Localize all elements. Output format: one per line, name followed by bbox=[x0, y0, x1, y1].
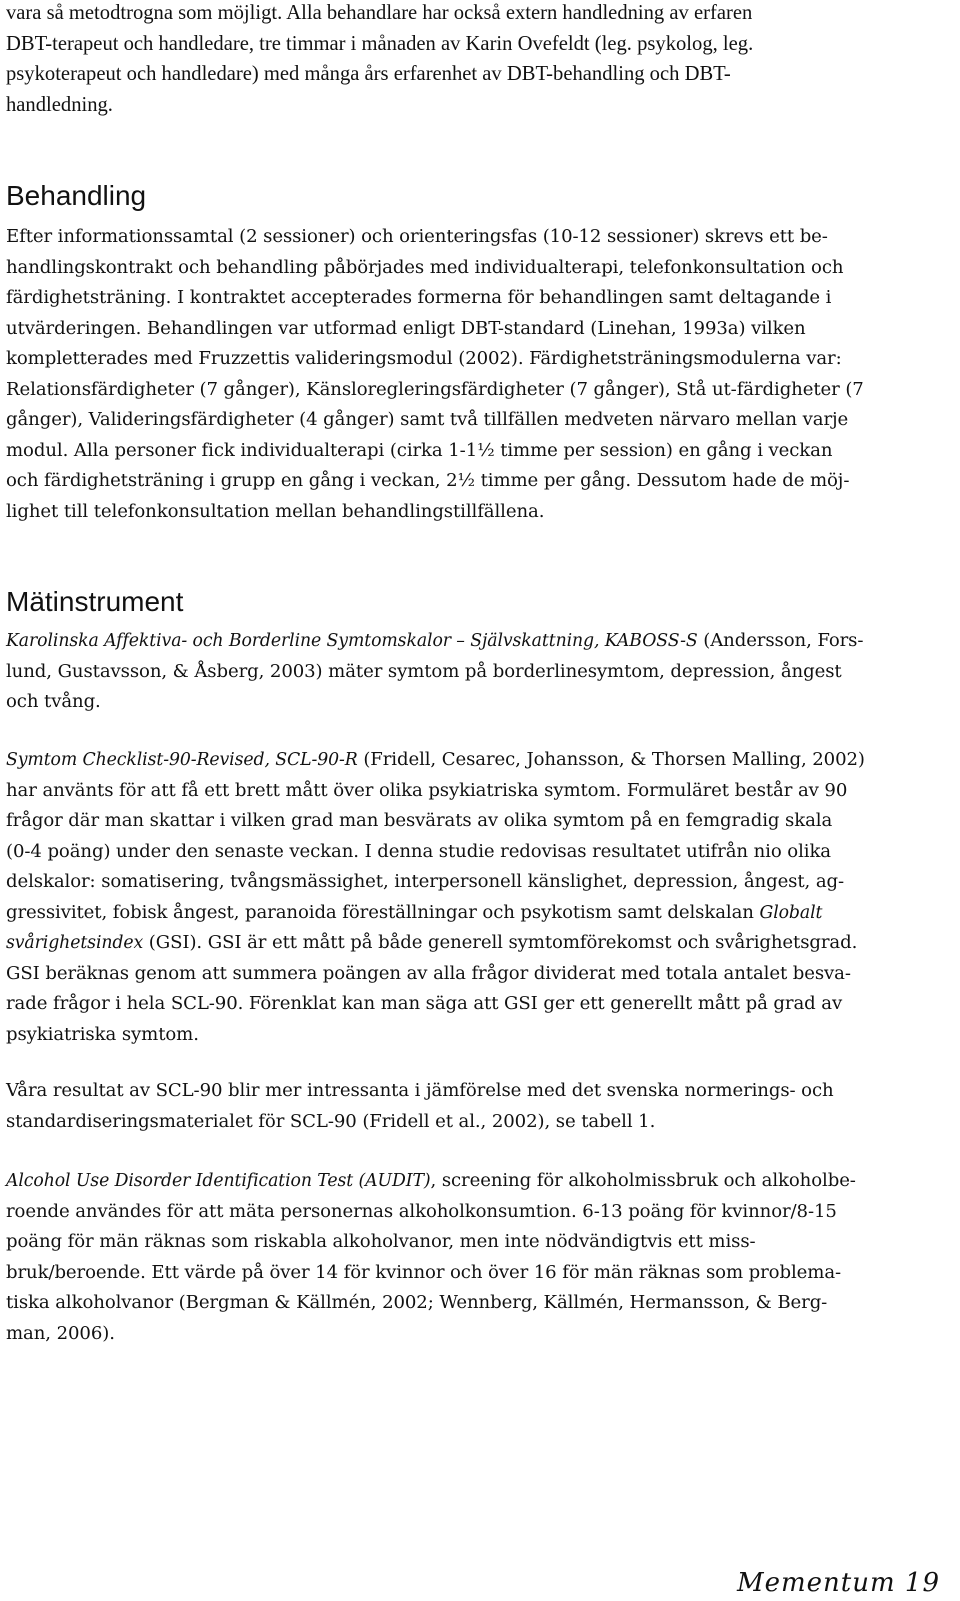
instrument-name: Alcohol Use Disorder Identification Test (AUDIT) bbox=[6, 1171, 431, 1191]
paragraph-line: och färdighetsträning i grupp en gång i veckan, 2½ timme per gång. Dessutom hade de möj- bbox=[6, 470, 850, 491]
paragraph-line: (0-4 poäng) under den senaste veckan. I denna studie redovisas resultatet utifrån nio olika bbox=[6, 840, 831, 862]
paragraph-line: rade frågor i hela SCL-90. Förenklat kan man säga att GSI ger ett generellt mått på grad av bbox=[6, 993, 843, 1014]
paragraph-line: frågor där man skattar i vilken grad man besvärats av olika symtom på en femgradig skala bbox=[6, 810, 833, 831]
paragraph-line: Efter informationssamtal (2 sessioner) och orienteringsfas (10-12 sessioner) skrevs ett be- bbox=[6, 226, 828, 247]
paragraph-line: utvärderingen. Behandlingen var utformad enligt DBT-standard (Linehan, 1993a) vilken bbox=[6, 317, 806, 339]
resultat-paragraph bbox=[6, 1076, 936, 1137]
paragraph-line: bruk/beroende. Ett värde på över 14 för kvinnor och över 16 för män räknas som problema- bbox=[6, 1261, 842, 1283]
paragraph-line: delskalor: somatisering, tvångsmässighet, interpersonell känslighet, depression, ångest, ag- bbox=[6, 871, 845, 892]
audit-paragraph bbox=[6, 1166, 936, 1349]
paragraph-line: har använts för att få ett brett mått över olika psykiatriska symtom. Formuläret består av 90 bbox=[6, 779, 848, 801]
paragraph-line: lund, Gustavsson, & Åsberg, 2003) mäter symtom på borderlinesymtom, depression, ångest bbox=[6, 660, 842, 682]
paragraph-line: GSI beräknas genom att summera poängen av alla frågor dividerat med totala antalet besva- bbox=[6, 962, 851, 984]
italic-term: svårighetsindex bbox=[6, 933, 144, 953]
paragraph-line: handlingskontrakt och behandling påbörjades med individualterapi, telefonkonsultation och bbox=[6, 256, 844, 278]
paragraph-line: poäng för män räknas som riskabla alkoholvanor, men inte nödvändigtvis ett miss- bbox=[6, 1231, 756, 1252]
paragraph-line: roende användes för att mäta personernas alkoholkonsumtion. 6-13 poäng för kvinnor/8-15 bbox=[6, 1200, 837, 1222]
paragraph-line: kompletterades med Fruzzettis valideringsmodul (2002). Färdighetsträningsmodulerna var: bbox=[6, 348, 842, 369]
scl-paragraph bbox=[6, 745, 936, 1050]
paragraph-line bbox=[6, 626, 936, 657]
paragraph-line: standardiseringsmaterialet för SCL-90 (Fridell et al., 2002), se tabell 1. bbox=[6, 1110, 656, 1132]
section-heading-matinstrument: Mätinstrument bbox=[6, 586, 184, 617]
paragraph-line bbox=[6, 928, 936, 959]
paragraph-line: och tvång. bbox=[6, 691, 101, 712]
paragraph-line bbox=[6, 1166, 936, 1197]
intro-line: handledning. bbox=[6, 93, 113, 116]
line-text: gressivitet, fobisk ångest, paranoida föreställningar och psykotism samt delskalan bbox=[6, 901, 760, 923]
instrument-name: Karolinska Affektiva- och Borderline Symtomskalor – Självskattning, KABOSS-S bbox=[6, 631, 698, 651]
paragraph-line bbox=[6, 745, 936, 776]
paragraph-line: man, 2006). bbox=[6, 1322, 115, 1344]
section-heading-behandling: Behandling bbox=[6, 180, 147, 211]
paragraph-line: färdighetsträning. I kontraktet accepterades formerna för behandlingen samt deltagande i bbox=[6, 287, 832, 308]
line-text: (Andersson, Fors- bbox=[697, 630, 864, 651]
paragraph-line: gånger), Valideringsfärdigheter (4 gånger) samt två tillfällen medveten närvaro mellan varje bbox=[6, 409, 849, 430]
intro-line: vara så metodtrogna som möjligt. Alla behandlare har också extern handledning av erfaren bbox=[6, 2, 753, 24]
instrument-name: Symtom Checklist-90-Revised, SCL-90-R bbox=[6, 750, 358, 770]
paragraph-line: Relationsfärdigheter (7 gånger), Känsloregleringsfärdigheter (7 gånger), Stå ut-färdigheter (7 bbox=[6, 378, 864, 400]
paragraph-line: Våra resultat av SCL-90 blir mer intressanta i jämförelse med det svenska normerings- och bbox=[6, 1080, 834, 1101]
intro-line: DBT-terapeut och handledare, tre timmar i månaden av Karin Ovefeldt (leg. psykolog, leg. bbox=[6, 32, 754, 55]
kaboss-paragraph bbox=[6, 626, 936, 718]
behandling-paragraph bbox=[6, 222, 936, 527]
paragraph-line: lighet till telefonkonsultation mellan behandlingstillfällena. bbox=[6, 500, 545, 522]
intro-paragraph bbox=[6, 0, 934, 120]
paragraph-line bbox=[6, 898, 936, 929]
intro-line: psykoterapeut och handledare) med många års erfarenhet av DBT-behandling och DBT- bbox=[6, 63, 731, 85]
italic-term: Globalt bbox=[759, 902, 823, 923]
paragraph-line: psykiatriska symtom. bbox=[6, 1023, 199, 1045]
line-text: , screening för alkoholmissbruk och alkoholbe- bbox=[430, 1170, 856, 1191]
line-text: (Fridell, Cesarec, Johansson, & Thorsen Malling, 2002) bbox=[357, 749, 865, 770]
line-text: (GSI). GSI är ett mått på både generell symtomförekomst och svårighetsgrad. bbox=[143, 932, 858, 953]
paragraph-line: tiska alkoholvanor (Bergman & Källmén, 2002; Wennberg, Källmén, Hermansson, & Berg- bbox=[6, 1292, 828, 1313]
paragraph-line: modul. Alla personer fick individualterapi (cirka 1-1½ timme per session) en gång i veckan bbox=[6, 439, 833, 461]
page-footer: Mementum 19 bbox=[737, 1568, 940, 1598]
